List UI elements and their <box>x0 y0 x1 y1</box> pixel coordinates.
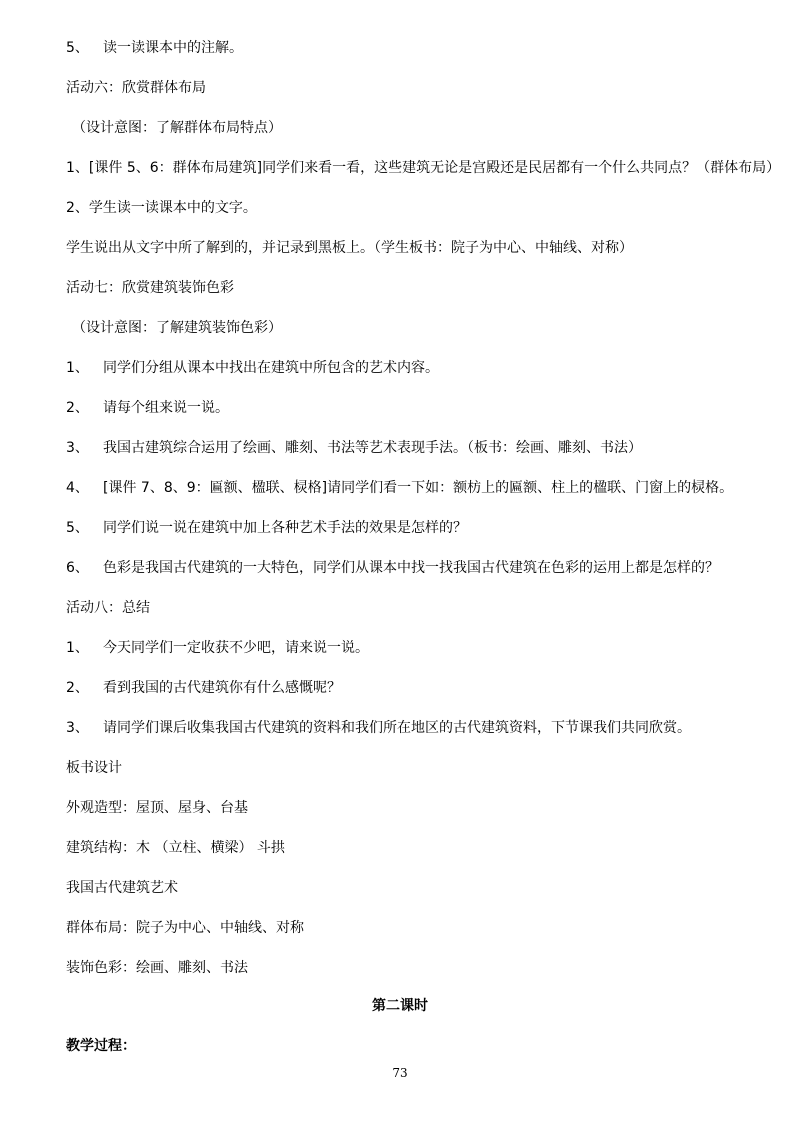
page-number: 73 <box>392 1066 408 1080</box>
activity-six-step-1: 1、[课件 5、6：群体布局建筑]同学们来看一看，这些建筑无论是宫殿还是民居都有一个什么共同点？（群体布局） <box>66 160 781 176</box>
activity-seven-step-6 <box>66 558 719 578</box>
activity-seven-step-3 <box>66 438 642 458</box>
board-structure: 建筑结构：木 （立柱、横梁） 斗拱 <box>66 840 285 856</box>
item-number: 4、 <box>66 480 89 496</box>
item-number: 1、 <box>66 640 89 656</box>
activity-six-note: 学生说出从文字中所了解到的，并记录到黑板上。（学生板书：院子为中心、中轴线、对称） <box>66 240 633 256</box>
item-number: 5、 <box>66 40 89 56</box>
design-intent-seven: （设计意图：了解建筑装饰色彩） <box>72 320 282 336</box>
item-text: 请每个组来说一说。 <box>103 400 229 416</box>
item-text: [课件 7、8、9：匾额、楹联、棂格]请同学们看一下如：额枋上的匾额、柱上的楹联、门窗上的棂格。 <box>103 480 734 496</box>
item-number: 2、 <box>66 680 89 696</box>
board-design-heading: 板书设计 <box>66 760 122 776</box>
item-text: 我国古建筑综合运用了绘画、雕刻、书法等艺术表现手法。（板书：绘画、雕刻、书法） <box>103 440 642 456</box>
item-text: 色彩是我国古代建筑的一大特色，同学们从课本中找一找我国古代建筑在色彩的运用上都是怎样的？ <box>103 560 719 576</box>
item-number: 2、 <box>66 400 89 416</box>
activity-eight-heading: 活动八：总结 <box>66 600 150 616</box>
board-title: 我国古代建筑艺术 <box>66 880 178 896</box>
second-lesson-heading: 第二课时 <box>372 998 428 1014</box>
activity-seven-step-4 <box>66 478 733 498</box>
item-text: 同学们说一说在建筑中加上各种艺术手法的效果是怎样的？ <box>103 520 467 536</box>
teaching-process-heading: 教学过程： <box>66 1038 136 1054</box>
summary-step-3 <box>66 718 691 738</box>
item-number: 5、 <box>66 520 89 536</box>
item-text: 看到我国的古代建筑你有什么感慨呢？ <box>103 680 341 696</box>
design-intent-six: （设计意图：了解群体布局特点） <box>72 120 282 136</box>
item-number: 6、 <box>66 560 89 576</box>
summary-step-2 <box>66 678 341 698</box>
activity-seven-heading: 活动七：欣赏建筑装饰色彩 <box>66 280 234 296</box>
board-decoration: 装饰色彩：绘画、雕刻、书法 <box>66 960 248 976</box>
item-text: 请同学们课后收集我国古代建筑的资料和我们所在地区的古代建筑资料，下节课我们共同欣赏。 <box>103 720 691 736</box>
item-text: 今天同学们一定收获不少吧，请来说一说。 <box>103 640 369 656</box>
board-appearance: 外观造型：屋顶、屋身、台基 <box>66 800 248 816</box>
activity-seven-step-5 <box>66 518 467 538</box>
activity-seven-step-2 <box>66 398 229 418</box>
board-layout: 群体布局：院子为中心、中轴线、对称 <box>66 920 304 936</box>
item-text: 同学们分组从课本中找出在建筑中所包含的艺术内容。 <box>103 360 439 376</box>
item-read-annotations <box>66 38 243 58</box>
item-number: 3、 <box>66 440 89 456</box>
activity-seven-step-1 <box>66 358 439 378</box>
summary-step-1 <box>66 638 369 658</box>
activity-six-heading: 活动六：欣赏群体布局 <box>66 80 206 96</box>
item-number: 1、 <box>66 360 89 376</box>
activity-six-step-2: 2、学生读一读课本中的文字。 <box>66 200 257 216</box>
item-text: 读一读课本中的注解。 <box>103 40 243 56</box>
item-number: 3、 <box>66 720 89 736</box>
